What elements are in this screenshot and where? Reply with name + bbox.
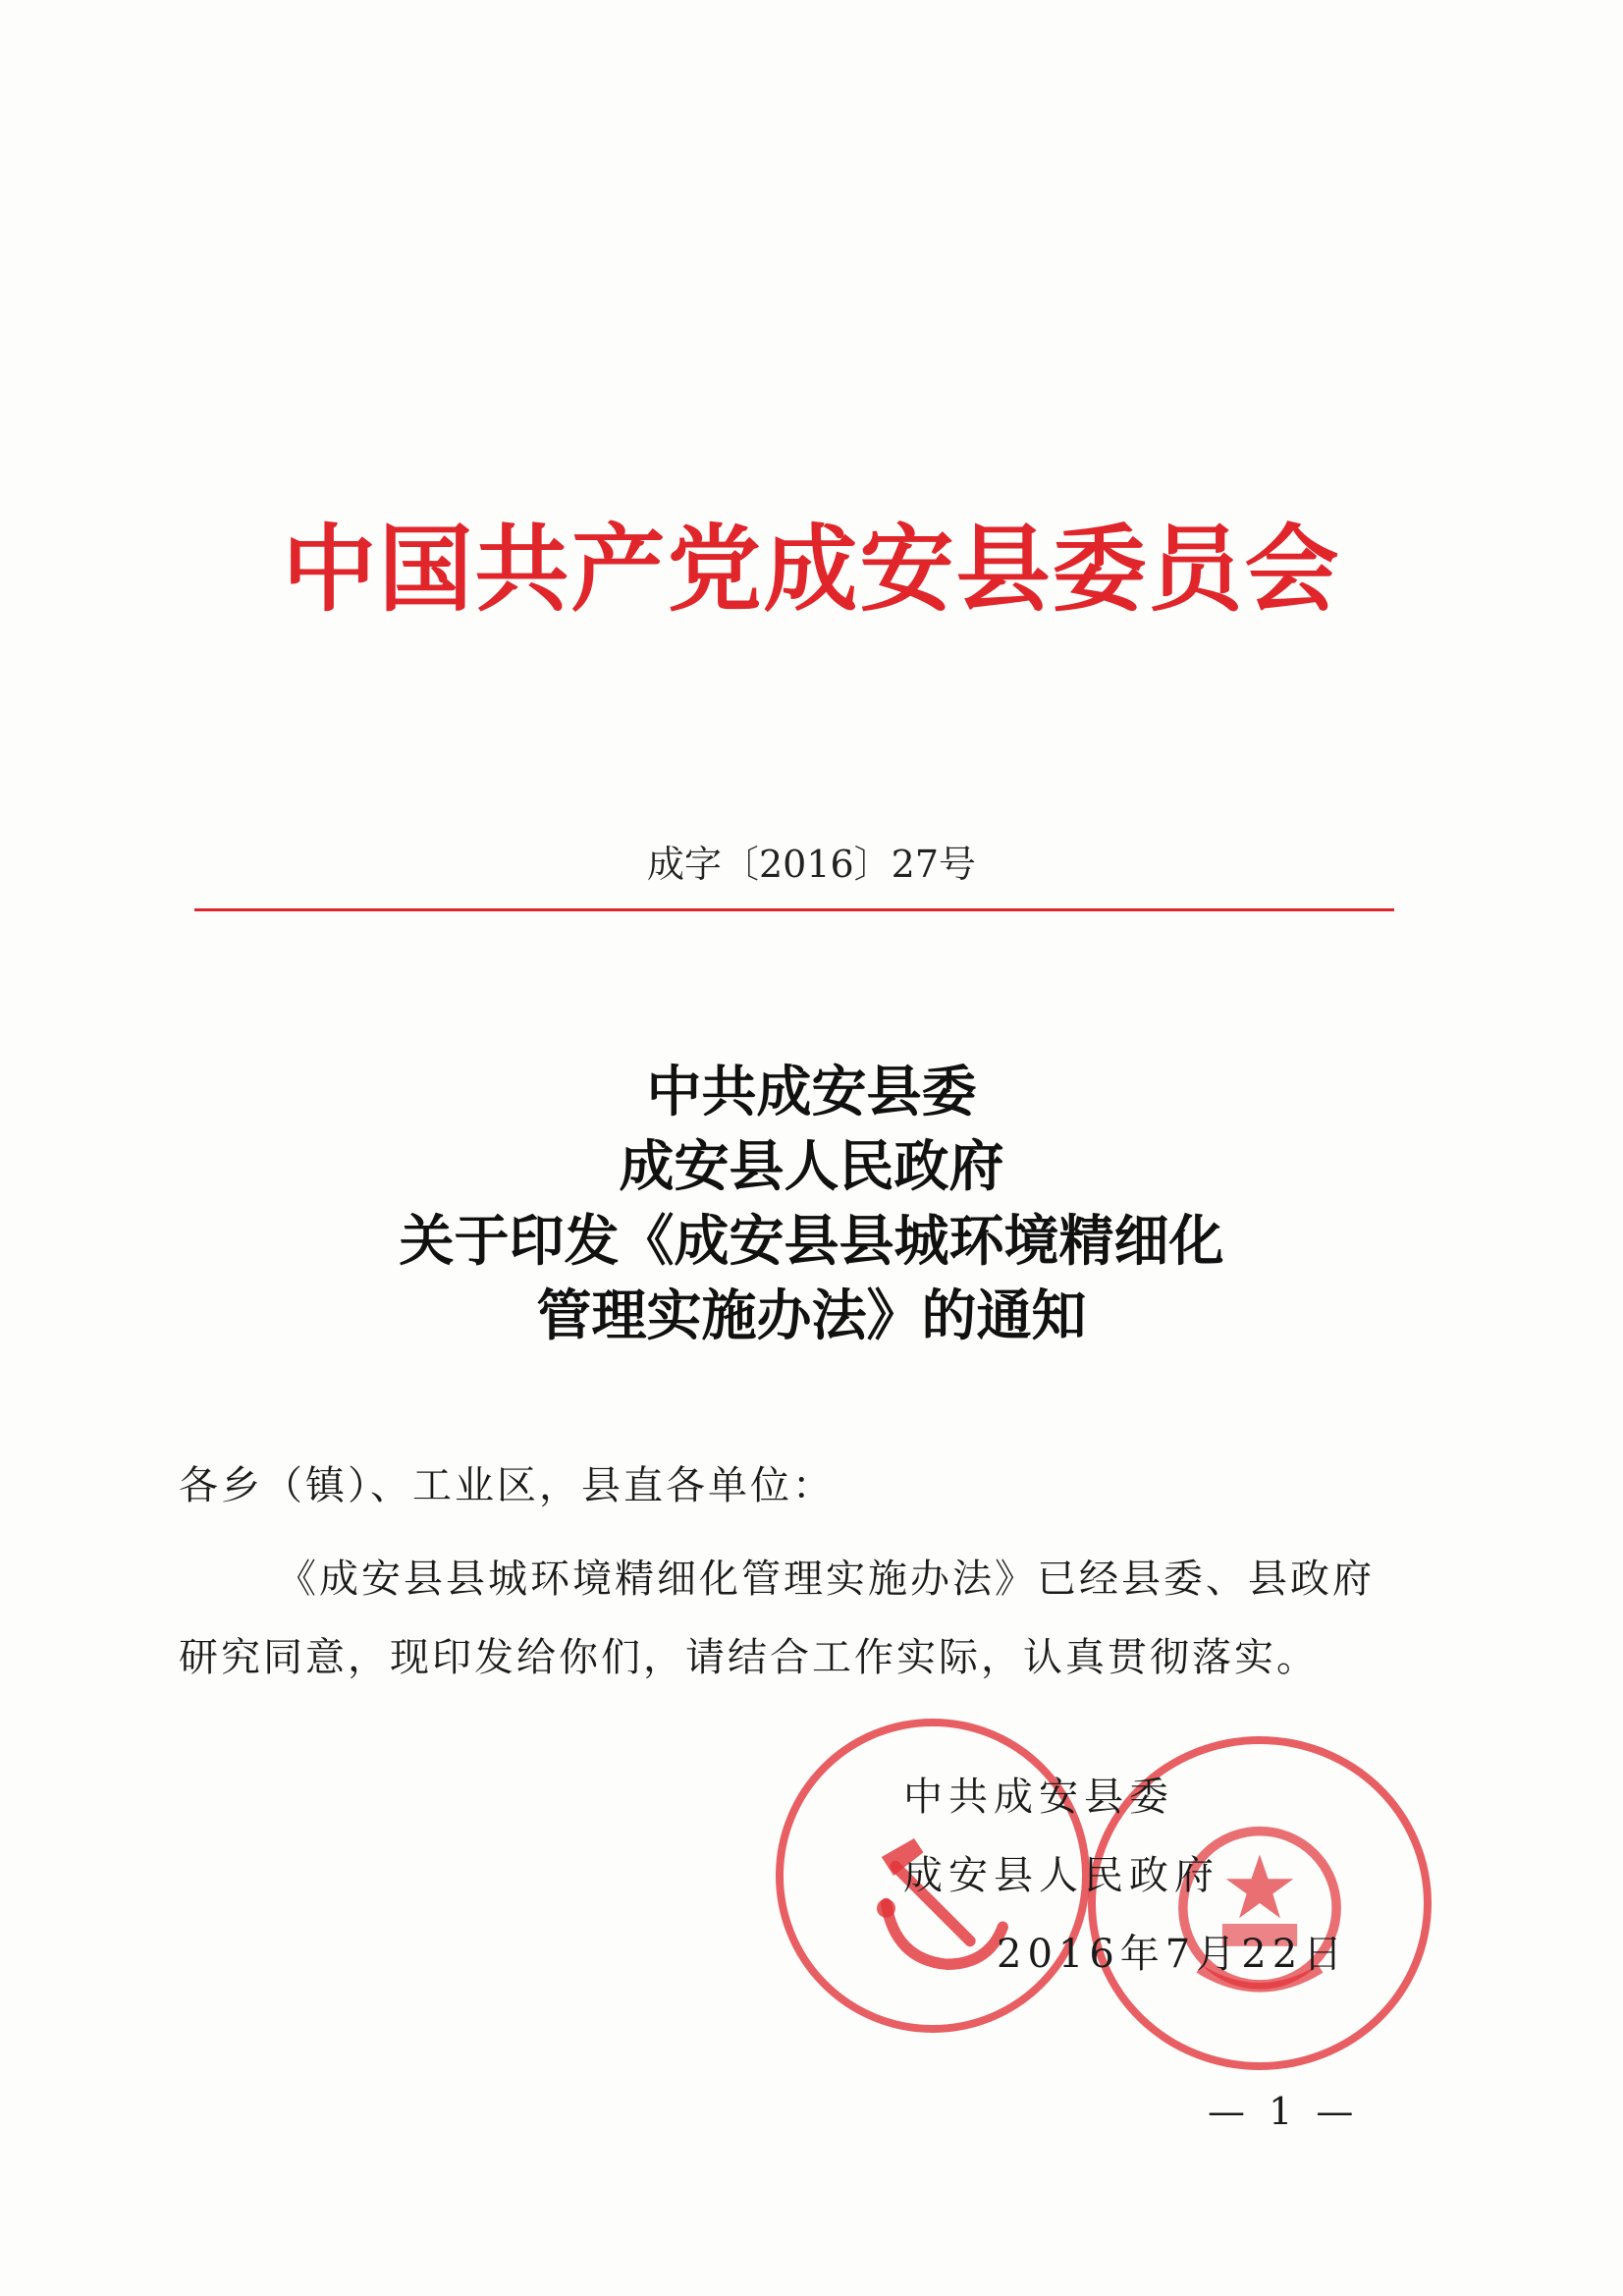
title-line-1: 中共成安县委 bbox=[646, 1061, 977, 1124]
addressee: 各乡（镇）、工业区，县直各单位： bbox=[179, 1463, 835, 1508]
document-title bbox=[0, 1056, 1623, 1354]
masthead-divider-line bbox=[194, 908, 1394, 911]
title-line-4: 管理实施办法》的通知 bbox=[536, 1285, 1087, 1348]
masthead-issuer: 中国共产党成安县委员会 bbox=[282, 515, 1341, 625]
title-line-3: 关于印发《成安县县城环境精细化 bbox=[399, 1210, 1224, 1274]
title-line-2: 成安县人民政府 bbox=[619, 1135, 1004, 1199]
body-paragraph: 《成安县县城环境精细化管理实施办法》已经县委、县政府研究同意，现印发给你们，请结合工作实际，认真贯彻落实。 bbox=[179, 1557, 1375, 1680]
page-number: — 1 — bbox=[1208, 2090, 1360, 2133]
signature-block bbox=[903, 1758, 1348, 1994]
signature-government: 成安县人民政府 bbox=[903, 1853, 1219, 1898]
signature-date: 2016年7月22日 bbox=[997, 1932, 1349, 1977]
signature-party: 中共成安县委 bbox=[903, 1775, 1174, 1820]
document-number: 成字〔2016〕27号 bbox=[646, 843, 977, 886]
